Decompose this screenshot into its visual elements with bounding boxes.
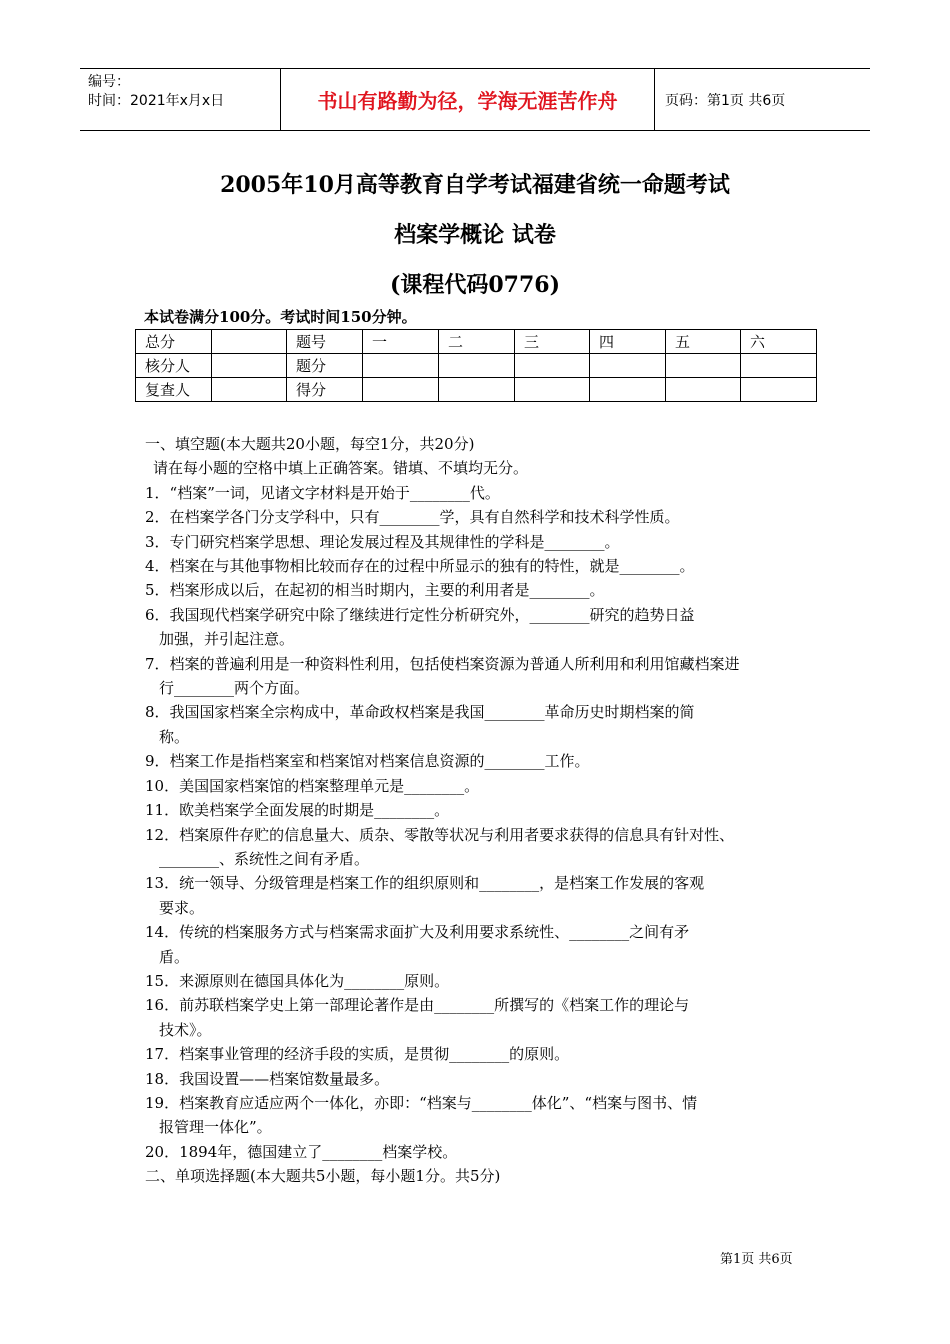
time-label: 时间：2021年x月x日	[88, 93, 225, 109]
score-cell: 四	[590, 330, 666, 354]
score-cell: 核分人	[136, 354, 212, 378]
page-footer: 第1页 共6页	[720, 1252, 793, 1267]
score-row-total	[136, 330, 817, 354]
header-meta	[80, 69, 281, 130]
score-cell	[439, 354, 515, 378]
question-6-cont: 加强，并引起注意。	[159, 630, 295, 649]
question-10: 10．美国国家档案馆的档案整理单元是________。	[145, 776, 480, 795]
score-cell	[212, 378, 287, 402]
score-cell: 三	[515, 330, 590, 354]
header-motto: 书山有路勤为径，学海无涯苦作舟	[281, 69, 655, 130]
question-3: 3．专门研究档案学思想、理论发展过程及其规律性的学科是________。	[145, 532, 620, 551]
question-13-cont: 要求。	[159, 898, 205, 917]
score-table	[135, 329, 817, 402]
section1-heading: 一、填空题(本大题共20小题，每空1分，共20分)	[145, 435, 475, 453]
score-cell	[590, 354, 666, 378]
question-17: 17．档案事业管理的经济手段的实质，是贯彻________的原则。	[145, 1045, 570, 1064]
score-cell	[666, 354, 741, 378]
score-cell	[439, 378, 515, 402]
score-cell: 二	[439, 330, 515, 354]
question-8: 8．我国国家档案全宗构成中，革命政权档案是我国________革命历史时期档案的简	[145, 703, 695, 722]
question-8-cont: 称。	[159, 727, 190, 746]
score-cell	[363, 354, 439, 378]
score-cell: 题号	[287, 330, 363, 354]
question-9: 9．档案工作是指档案室和档案馆对档案信息资源的________工作。	[145, 752, 590, 771]
score-row-checker	[136, 354, 817, 378]
question-6: 6．我国现代档案学研究中除了继续进行定性分析研究外，________研究的趋势日益	[145, 605, 695, 624]
question-14: 14．传统的档案服务方式与档案需求面扩大及利用要求系统性、________之间有矛	[145, 923, 690, 942]
score-cell	[363, 378, 439, 402]
score-row-reviewer	[136, 378, 817, 402]
score-cell	[212, 330, 287, 354]
section2-heading: 二、单项选择题(本大题共5小题，每小题1分。共5分)	[145, 1167, 501, 1186]
section1-instruction: 请在每小题的空格中填上正确答案。错填、不填均无分。	[153, 459, 529, 478]
question-19-cont: 报管理一体化”。	[159, 1118, 272, 1137]
question-7: 7．档案的普遍利用是一种资料性利用，包括使档案资源为普通人所利用和利用馆藏档案进	[145, 654, 740, 673]
exam-title: 2005年10月高等教育自学考试福建省统一命题考试	[220, 172, 730, 198]
exam-body	[145, 432, 825, 1189]
score-cell	[741, 378, 817, 402]
question-7-cont: 行________两个方面。	[159, 679, 310, 698]
question-12-cont: ________、系统性之间有矛盾。	[159, 849, 370, 868]
score-cell	[741, 354, 817, 378]
question-16-cont: 技术》。	[159, 1020, 212, 1039]
question-14-cont: 盾。	[159, 947, 190, 966]
question-19: 19．档案教育应适应两个一体化，亦即：“档案与________体化”、“档案与图书、情	[145, 1093, 698, 1112]
score-cell: 六	[741, 330, 817, 354]
exam-note: 本试卷满分100分。考试时间150分钟。	[144, 308, 417, 326]
question-12: 12．档案原件存贮的信息量大、质杂、零散等状况与利用者要求获得的信息具有针对性、	[145, 825, 735, 844]
score-cell	[590, 378, 666, 402]
question-5: 5．档案形成以后，在起初的相当时期内，主要的利用者是________。	[145, 581, 605, 600]
question-16: 16．前苏联档案学史上第一部理论著作是由________所撰写的《档案工作的理论与	[145, 996, 690, 1015]
question-20: 20．1894年，德国建立了________档案学校。	[145, 1142, 458, 1161]
score-cell	[515, 378, 590, 402]
score-cell	[212, 354, 287, 378]
subject-title: 档案学概论 试卷	[394, 222, 556, 248]
score-cell: 题分	[287, 354, 363, 378]
score-cell: 一	[363, 330, 439, 354]
question-11: 11．欧美档案学全面发展的时期是________。	[145, 801, 450, 820]
question-13: 13．统一领导、分级管理是档案工作的组织原则和________，是档案工作发展的客观	[145, 874, 705, 893]
score-cell	[666, 378, 741, 402]
score-cell: 总分	[136, 330, 212, 354]
score-cell: 五	[666, 330, 741, 354]
score-cell	[515, 354, 590, 378]
question-4: 4．档案在与其他事物相比较而存在的过程中所显示的独有的特性，就是________。	[145, 557, 695, 576]
question-1: 1．“档案”一词，见诸文字材料是开始于________代。	[145, 483, 500, 502]
page-header	[80, 68, 870, 131]
course-code: (课程代码0776)	[389, 272, 561, 298]
score-cell: 得分	[287, 378, 363, 402]
question-15: 15．来源原则在德国具体化为________原则。	[145, 971, 450, 990]
header-page-label: 页码：第1页 共6页	[665, 92, 786, 109]
question-18: 18．我国设置——档案馆数量最多。	[145, 1069, 390, 1088]
question-2: 2．在档案学各门分支学科中，只有________学，具有自然科学和技术科学性质。	[145, 508, 680, 527]
number-label: 编号：	[88, 74, 130, 90]
score-cell: 复查人	[136, 378, 212, 402]
